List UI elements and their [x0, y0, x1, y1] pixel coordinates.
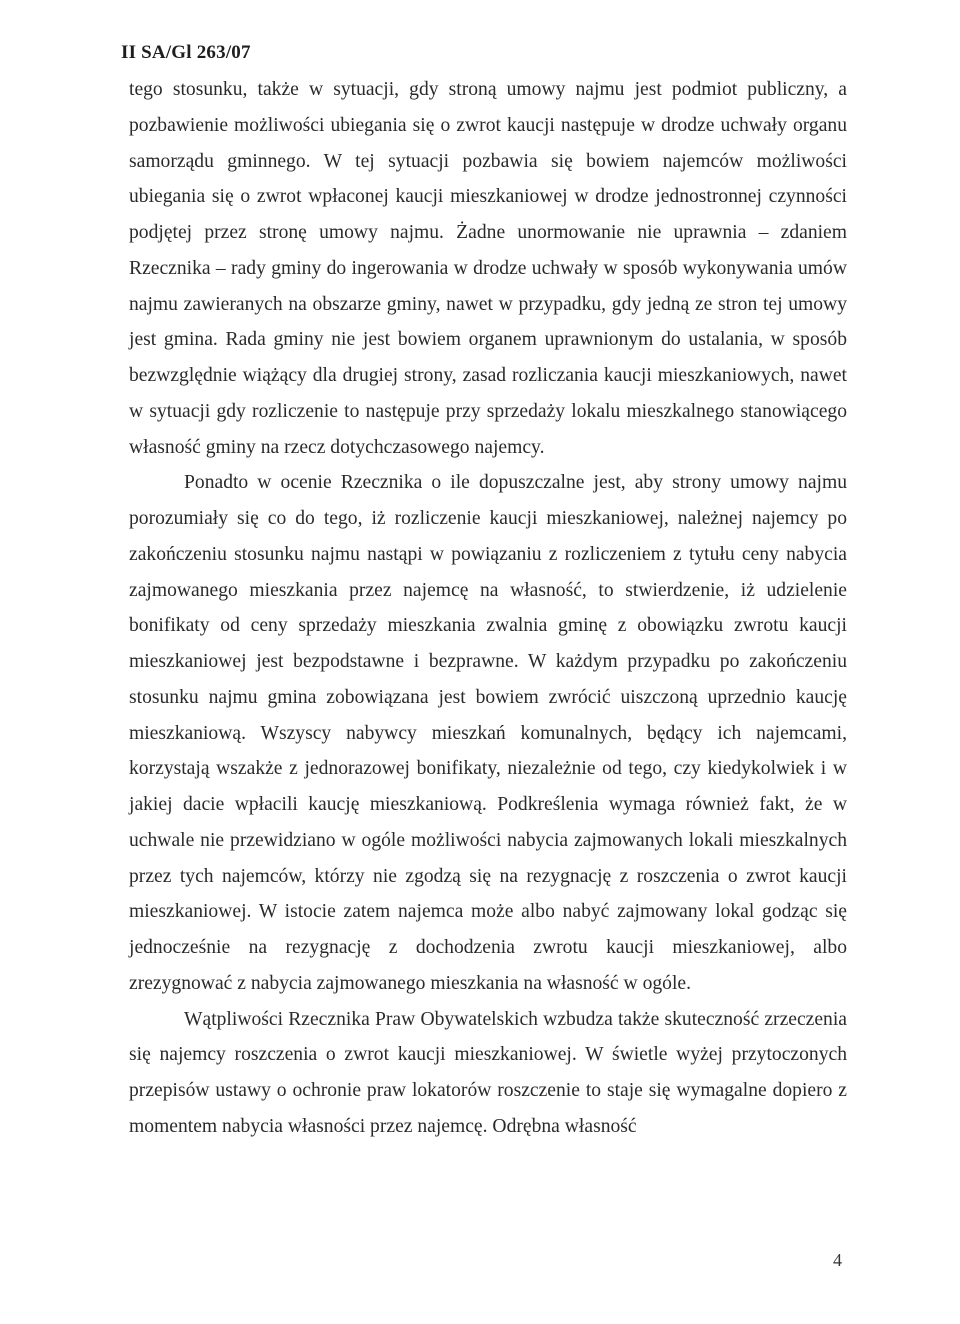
page-number: 4 — [833, 1250, 842, 1270]
paragraph-3: Wątpliwości Rzecznika Praw Obywatelskich wzbudza także skuteczność zrzeczenia się najemcy roszczenia o zwrot kaucji mieszkaniowej. W świetle wyżej przytoczonych przepisów ustawy o ochronie praw lokatorów roszczenie to staje się wymagalne dopiero z momentem nabycia własności przez najemcę. Odrębna własność — [129, 1008, 847, 1137]
case-number: II SA/Gl 263/07 — [121, 42, 251, 63]
paragraph-1: tego stosunku, także w sytuacji, gdy stroną umowy najmu jest podmiot publiczny, a pozbawienie możliwości ubiegania się o zwrot kaucji następuje w drodze uchwały organu samorządu gminnego. W tej sytuacji pozbawia się bowiem najemców możliwości ubiegania się o zwrot wpłaconej kaucji mieszkaniowej w drodze jednostronnej czynności podjętej przez stronę umowy najmu. Żadne unormowanie nie uprawnia – zdaniem Rzecznika – rady gminy do ingerowania w drodze uchwały w sposób wykonywania umów najmu zawieranych na obszarze gminy, nawet w przypadku, gdy jedną ze stron tej umowy jest gmina. Rada gminy nie jest bowiem organem uprawnionym do ustalania, w sposób bezwzględnie wiążący dla drugiej strony, zasad rozliczania kaucji mieszkaniowych, nawet w sytuacji gdy rozliczenie to następuje przy sprzedaży lokalu mieszkalnego stanowiącego własność gminy na rzecz dotychczasowego najemcy. — [129, 79, 847, 458]
document-body — [129, 72, 847, 1145]
paragraph-2: Ponadto w ocenie Rzecznika o ile dopuszczalne jest, aby strony umowy najmu porozumiały się co do tego, iż rozliczenie kaucji mieszkaniowej, należnej najemcy po zakończeniu stosunku najmu nastąpi w powiązaniu z rozliczeniem z tytułu ceny nabycia zajmowanego mieszkania przez najemcę na własność, to stwierdzenie, iż udzielenie bonifikaty od ceny sprzedaży mieszkania zwalnia gminę z obowiązku zwrotu kaucji mieszkaniowej jest bezpodstawne i bezprawne. W każdym przypadku po zakończeniu stosunku najmu gmina zobowiązana jest bowiem zwrócić uiszczoną uprzednio kaucję mieszkaniową. Wszyscy nabywcy mieszkań komunalnych, będący ich najemcami, korzystają wszakże z jednorazowej bonifikaty, niezależnie od tego, czy kiedykolwiek i w jakiej dacie wpłacili kaucję mieszkaniową. Podkreślenia wymaga również fakt, że w uchwale nie przewidziano w ogóle możliwości nabycia zajmowanych lokali mieszkalnych przez tych najemców, którzy nie zgodzą się na rezygnację z roszczenia o zwrot kaucji mieszkaniowej. W istocie zatem najemca może albo nabyć zajmowany lokal godząc się jednocześnie na rezygnację z dochodzenia zwrotu kaucji mieszkaniowej, albo zrezygnować z nabycia zajmowanego mieszkania na własność w ogóle. — [129, 472, 847, 994]
